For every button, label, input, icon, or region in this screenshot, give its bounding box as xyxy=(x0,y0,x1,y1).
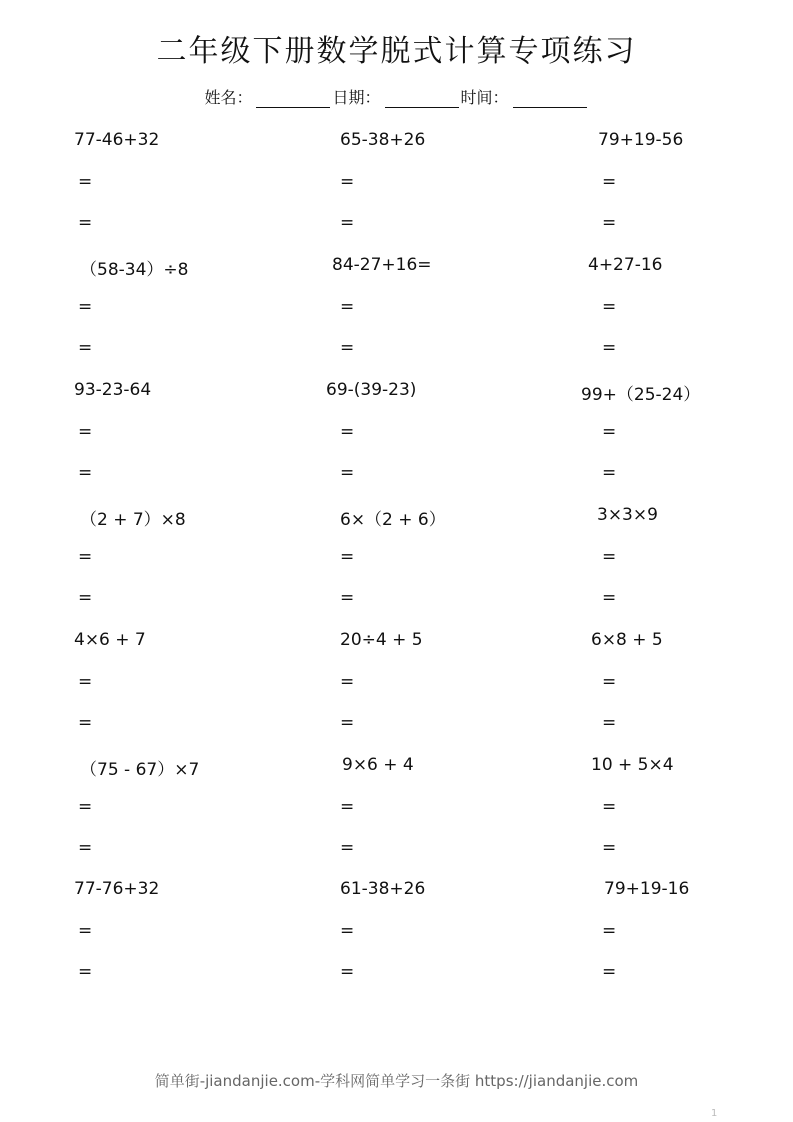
second-step-equals: = xyxy=(78,962,93,982)
name-field xyxy=(204,85,332,108)
first-step-equals: = xyxy=(602,672,617,692)
second-step-equals: = xyxy=(78,838,93,858)
footer-text: 简单街-jiandanjie.com-学科网简单学习一条街 https://jiandanjie.com xyxy=(154,1072,639,1090)
first-step-equals: = xyxy=(340,172,355,192)
second-step-equals: = xyxy=(602,588,617,608)
problem-expression: 69-(39-23) xyxy=(326,380,417,400)
first-step-equals: = xyxy=(602,797,617,817)
first-step-equals: = xyxy=(340,297,355,317)
page-title: 二年级下册数学脱式计算专项练习 xyxy=(156,34,637,69)
first-step-equals: = xyxy=(78,797,93,817)
first-step-equals: = xyxy=(78,422,93,442)
problem-expression: 79+19-56 xyxy=(598,130,684,150)
problem-expression: 6×（2 + 6） xyxy=(340,510,446,530)
second-step-equals: = xyxy=(340,588,355,608)
problem-expression: 93-23-64 xyxy=(74,380,152,400)
second-step-equals: = xyxy=(340,713,355,733)
first-step-equals: = xyxy=(340,921,355,941)
problem-expression: 10 + 5×4 xyxy=(591,755,674,775)
problem-expression: 79+19-16 xyxy=(604,879,690,899)
second-step-equals: = xyxy=(78,588,93,608)
first-step-equals: = xyxy=(340,672,355,692)
first-step-equals: = xyxy=(78,297,93,317)
name-label: 姓名： xyxy=(204,88,253,107)
second-step-equals: = xyxy=(602,713,617,733)
second-step-equals: = xyxy=(340,962,355,982)
first-step-equals: = xyxy=(602,297,617,317)
first-step-equals: = xyxy=(78,672,93,692)
problem-expression: 61-38+26 xyxy=(340,879,426,899)
problem-expression: 6×8 + 5 xyxy=(591,630,663,650)
second-step-equals: = xyxy=(602,338,617,358)
second-step-equals: = xyxy=(78,213,93,233)
date-blank[interactable] xyxy=(385,89,459,108)
first-step-equals: = xyxy=(78,547,93,567)
first-step-equals: = xyxy=(602,172,617,192)
second-step-equals: = xyxy=(340,463,355,483)
problem-expression: 77-46+32 xyxy=(74,130,160,150)
problem-expression: 77-76+32 xyxy=(74,879,160,899)
problem-expression: 4×6 + 7 xyxy=(74,630,146,650)
first-step-equals: = xyxy=(602,422,617,442)
time-label: 时间： xyxy=(460,88,509,107)
problem-expression: 3×3×9 xyxy=(597,505,658,525)
first-step-equals: = xyxy=(602,921,617,941)
first-step-equals: = xyxy=(340,797,355,817)
second-step-equals: = xyxy=(78,463,93,483)
date-label: 日期： xyxy=(332,88,381,107)
time-field xyxy=(461,85,589,108)
page-number: 1 xyxy=(711,1108,718,1119)
date-field xyxy=(332,85,460,108)
second-step-equals: = xyxy=(78,338,93,358)
problem-expression: 65-38+26 xyxy=(340,130,426,150)
second-step-equals: = xyxy=(602,463,617,483)
student-info-row xyxy=(0,85,793,108)
first-step-equals: = xyxy=(78,172,93,192)
second-step-equals: = xyxy=(340,213,355,233)
name-blank[interactable] xyxy=(256,89,330,108)
problem-expression: （58-34）÷8 xyxy=(80,260,189,280)
second-step-equals: = xyxy=(602,962,617,982)
problem-expression: 4+27-16 xyxy=(588,255,663,275)
second-step-equals: = xyxy=(602,838,617,858)
problem-expression: 9×6 + 4 xyxy=(342,755,414,775)
problem-expression: 84-27+16= xyxy=(332,255,432,275)
second-step-equals: = xyxy=(340,338,355,358)
second-step-equals: = xyxy=(340,838,355,858)
first-step-equals: = xyxy=(340,547,355,567)
first-step-equals: = xyxy=(78,921,93,941)
problem-expression: （75 - 67）×7 xyxy=(80,760,200,780)
time-blank[interactable] xyxy=(513,89,587,108)
problem-expression: 99+（25-24） xyxy=(581,385,701,405)
problem-expression: 20÷4 + 5 xyxy=(340,630,423,650)
first-step-equals: = xyxy=(340,422,355,442)
second-step-equals: = xyxy=(602,213,617,233)
problem-expression: （2 + 7）×8 xyxy=(80,510,186,530)
first-step-equals: = xyxy=(602,547,617,567)
second-step-equals: = xyxy=(78,713,93,733)
